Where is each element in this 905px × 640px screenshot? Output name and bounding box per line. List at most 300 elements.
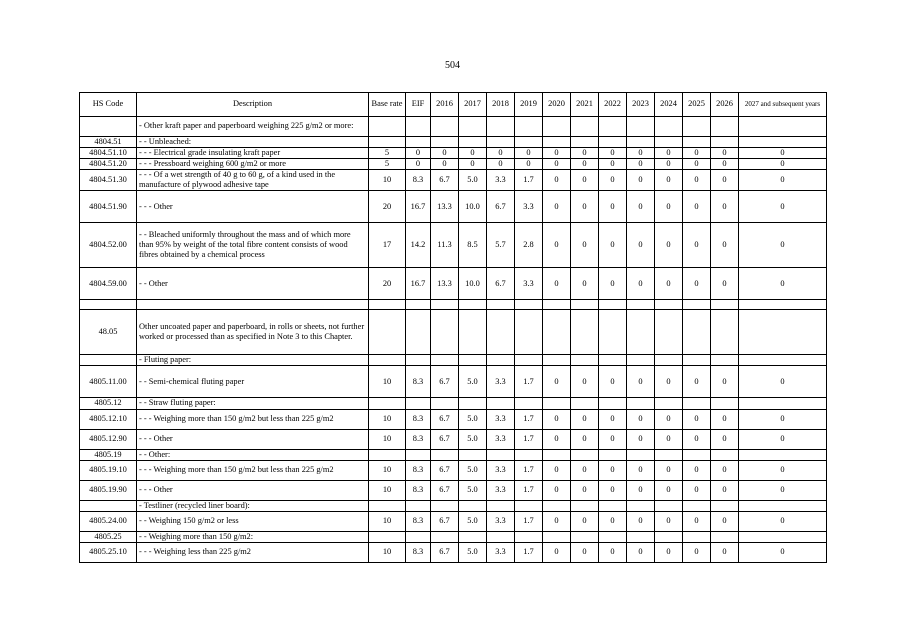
rate-cell: 0 (515, 159, 543, 170)
rate-cell: 0 (627, 148, 655, 159)
rate-cell: 3.3 (515, 268, 543, 300)
rate-cell: 0 (599, 429, 627, 449)
rate-cell: 0 (627, 480, 655, 500)
rate-cell: 8.3 (406, 170, 431, 191)
rate-cell (543, 531, 571, 542)
rate-cell (459, 310, 487, 355)
hs-code-cell: 4804.51.30 (80, 170, 137, 191)
rate-cell (543, 310, 571, 355)
rate-cell: 10.0 (459, 191, 487, 223)
rate-cell (369, 500, 406, 511)
rate-cell (431, 137, 459, 148)
rate-cell (711, 531, 739, 542)
rate-cell: 0 (711, 366, 739, 398)
table-row (80, 542, 827, 562)
rate-cell: 0 (599, 542, 627, 562)
rate-cell: 10 (369, 366, 406, 398)
rate-cell (487, 531, 515, 542)
rate-cell (369, 310, 406, 355)
rate-cell (406, 117, 431, 137)
rate-cell: 0 (599, 148, 627, 159)
rate-cell: 0 (683, 480, 711, 500)
hs-code-cell (80, 355, 137, 366)
hs-code-cell: 4804.59.00 (80, 268, 137, 300)
rate-cell: 0 (627, 409, 655, 429)
description-cell: - - - Other (137, 191, 369, 223)
rate-cell: 10 (369, 429, 406, 449)
rate-cell: 0 (739, 191, 827, 223)
rate-cell: 0 (739, 460, 827, 480)
rate-cell (571, 117, 599, 137)
hs-code-cell: 4805.11.00 (80, 366, 137, 398)
rate-cell (711, 300, 739, 310)
rate-cell: 5.0 (459, 511, 487, 531)
rate-cell: 0 (543, 159, 571, 170)
page-number: 504 (445, 60, 460, 71)
rate-cell (515, 531, 543, 542)
hs-code-cell: 4804.51.90 (80, 191, 137, 223)
rate-cell: 0 (739, 223, 827, 268)
rate-cell: 0 (655, 429, 683, 449)
rate-cell: 0 (571, 148, 599, 159)
rate-cell: 0 (543, 480, 571, 500)
rate-cell: 0 (683, 170, 711, 191)
hs-code-cell: 4804.51.20 (80, 159, 137, 170)
table-row (80, 137, 827, 148)
hs-code-cell: 4805.19.90 (80, 480, 137, 500)
rate-cell: 0 (543, 429, 571, 449)
rate-cell (655, 310, 683, 355)
table-row (80, 300, 827, 310)
rate-cell (543, 449, 571, 460)
rate-cell: 20 (369, 191, 406, 223)
col-header-eif: EIF (406, 93, 431, 117)
rate-cell: 0 (655, 460, 683, 480)
rate-cell (683, 500, 711, 511)
rate-cell (739, 531, 827, 542)
rate-cell: 1.7 (515, 366, 543, 398)
rate-cell (627, 310, 655, 355)
rate-cell: 0 (655, 409, 683, 429)
description-cell: - - - Pressboard weighing 600 g/m2 or more (137, 159, 369, 170)
rate-cell: 0 (655, 268, 683, 300)
col-header-2025: 2025 (683, 93, 711, 117)
rate-cell (571, 398, 599, 409)
rate-cell: 10 (369, 511, 406, 531)
table-row (80, 366, 827, 398)
rate-cell: 16.7 (406, 268, 431, 300)
rate-cell (369, 531, 406, 542)
rate-cell: 3.3 (487, 170, 515, 191)
col-header-2019: 2019 (515, 93, 543, 117)
rate-cell: 3.3 (487, 460, 515, 480)
rate-cell (406, 500, 431, 511)
rate-cell: 0 (655, 170, 683, 191)
hs-code-cell: 4805.25.10 (80, 542, 137, 562)
rate-cell: 6.7 (431, 366, 459, 398)
rate-cell (655, 300, 683, 310)
rate-cell (711, 117, 739, 137)
col-header-2026: 2026 (711, 93, 739, 117)
rate-cell (683, 310, 711, 355)
rate-cell: 0 (599, 170, 627, 191)
rate-cell (543, 500, 571, 511)
col-header-2022: 2022 (599, 93, 627, 117)
rate-cell: 0 (711, 542, 739, 562)
rate-cell: 0 (599, 366, 627, 398)
rate-cell: 0 (543, 366, 571, 398)
rate-cell: 0 (627, 170, 655, 191)
rate-cell: 10 (369, 542, 406, 562)
rate-cell: 1.7 (515, 409, 543, 429)
rate-cell (369, 117, 406, 137)
rate-cell (369, 449, 406, 460)
rate-cell (739, 310, 827, 355)
rate-cell (683, 355, 711, 366)
rate-cell (683, 449, 711, 460)
rate-cell: 0 (571, 511, 599, 531)
rate-cell: 0 (739, 268, 827, 300)
rate-cell (369, 398, 406, 409)
rate-cell: 0 (711, 460, 739, 480)
rate-cell: 0 (655, 148, 683, 159)
description-cell: - - Other (137, 268, 369, 300)
rate-cell: 0 (543, 148, 571, 159)
rate-cell: 17 (369, 223, 406, 268)
rate-cell: 0 (683, 159, 711, 170)
description-cell: - Other kraft paper and paperboard weighing 225 g/m2 or more: (137, 117, 369, 137)
rate-cell (515, 137, 543, 148)
table-row (80, 191, 827, 223)
rate-cell: 0 (711, 170, 739, 191)
rate-cell: 0 (599, 480, 627, 500)
rate-cell (739, 449, 827, 460)
rate-cell: 0 (571, 542, 599, 562)
rate-cell (431, 449, 459, 460)
col-header-description: Description (137, 93, 369, 117)
rate-cell: 0 (627, 429, 655, 449)
rate-cell: 0 (739, 409, 827, 429)
description-cell: - - - Weighing more than 150 g/m2 but less than 225 g/m2 (137, 409, 369, 429)
rate-cell (739, 500, 827, 511)
rate-cell: 0 (683, 148, 711, 159)
rate-cell: 6.7 (431, 542, 459, 562)
rate-cell: 0 (739, 542, 827, 562)
col-header-2023: 2023 (627, 93, 655, 117)
rate-cell (683, 531, 711, 542)
rate-cell (627, 117, 655, 137)
rate-cell (599, 310, 627, 355)
rate-cell (515, 449, 543, 460)
rate-cell (571, 500, 599, 511)
rate-cell: 0 (655, 159, 683, 170)
rate-cell: 8.3 (406, 511, 431, 531)
hs-code-cell: 4805.24.00 (80, 511, 137, 531)
hs-code-cell: 4805.12.90 (80, 429, 137, 449)
rate-cell: 3.3 (515, 191, 543, 223)
rate-cell: 8.3 (406, 409, 431, 429)
rate-cell (627, 500, 655, 511)
rate-cell (655, 137, 683, 148)
rate-cell: 0 (627, 268, 655, 300)
hs-code-cell: 48.05 (80, 310, 137, 355)
rate-cell: 0 (599, 191, 627, 223)
rate-cell: 0 (627, 159, 655, 170)
rate-cell (487, 355, 515, 366)
description-cell: - - - Other (137, 429, 369, 449)
table-row (80, 355, 827, 366)
rate-cell (711, 398, 739, 409)
rate-cell: 20 (369, 268, 406, 300)
rate-cell (711, 310, 739, 355)
table-row (80, 460, 827, 480)
rate-cell: 0 (711, 223, 739, 268)
rate-cell: 5.0 (459, 170, 487, 191)
rate-cell (431, 531, 459, 542)
rate-cell: 0 (487, 148, 515, 159)
rate-cell: 0 (543, 191, 571, 223)
rate-cell: 0 (655, 480, 683, 500)
rate-cell (369, 300, 406, 310)
description-cell: - - - Other (137, 480, 369, 500)
rate-cell (627, 531, 655, 542)
rate-cell (459, 449, 487, 460)
rate-cell: 5.0 (459, 480, 487, 500)
rate-cell (599, 300, 627, 310)
description-cell: - - - Of a wet strength of 40 g to 60 g, of a kind used in the manufacture of plywood adhesive tape (137, 170, 369, 191)
col-header-2018: 2018 (487, 93, 515, 117)
hs-code-cell: 4805.19.10 (80, 460, 137, 480)
table-row (80, 148, 827, 159)
rate-cell: 0 (655, 191, 683, 223)
rate-cell: 0 (431, 159, 459, 170)
rate-cell (683, 117, 711, 137)
col-header-2017: 2017 (459, 93, 487, 117)
col-header-2021: 2021 (571, 93, 599, 117)
rate-cell (515, 355, 543, 366)
table-row (80, 500, 827, 511)
rate-cell: 5 (369, 159, 406, 170)
rate-cell: 0 (406, 148, 431, 159)
rate-cell (515, 310, 543, 355)
rate-cell (515, 117, 543, 137)
rate-cell (431, 355, 459, 366)
rate-cell: 3.3 (487, 480, 515, 500)
rate-cell: 0 (406, 159, 431, 170)
rate-cell (599, 137, 627, 148)
rate-cell (599, 355, 627, 366)
rate-cell: 16.7 (406, 191, 431, 223)
rate-cell: 0 (627, 542, 655, 562)
rate-cell (627, 300, 655, 310)
rate-cell: 0 (543, 170, 571, 191)
rate-cell (431, 117, 459, 137)
rate-cell: 0 (739, 429, 827, 449)
rate-cell (571, 137, 599, 148)
rate-cell (487, 398, 515, 409)
rate-cell (655, 398, 683, 409)
rate-cell (739, 355, 827, 366)
rate-cell (655, 449, 683, 460)
rate-cell: 0 (571, 429, 599, 449)
hs-code-cell: 4804.52.00 (80, 223, 137, 268)
description-cell: - - Bleached uniformly throughout the mass and of which more than 95% by weight of the total fibre content consists of wood fibres obtained by a chemical process (137, 223, 369, 268)
description-cell: - - Unbleached: (137, 137, 369, 148)
rate-cell: 8.3 (406, 542, 431, 562)
description-cell: - - Other: (137, 449, 369, 460)
rate-cell: 0 (459, 148, 487, 159)
rate-cell: 6.7 (487, 268, 515, 300)
rate-cell (543, 398, 571, 409)
rate-cell (406, 398, 431, 409)
rate-cell: 0 (655, 223, 683, 268)
rate-cell (599, 500, 627, 511)
rate-cell: 0 (627, 366, 655, 398)
rate-cell: 0 (543, 460, 571, 480)
col-header-2024: 2024 (655, 93, 683, 117)
rate-cell: 0 (599, 460, 627, 480)
rate-cell: 10 (369, 170, 406, 191)
rate-cell (431, 398, 459, 409)
rate-cell (431, 300, 459, 310)
rate-cell: 0 (711, 480, 739, 500)
rate-cell: 0 (571, 191, 599, 223)
rate-cell (571, 300, 599, 310)
rate-cell: 8.3 (406, 429, 431, 449)
rate-cell: 0 (571, 480, 599, 500)
hs-code-cell: 4804.51 (80, 137, 137, 148)
table-row (80, 531, 827, 542)
rate-cell: 5.0 (459, 409, 487, 429)
rate-cell (543, 117, 571, 137)
rate-cell: 10.0 (459, 268, 487, 300)
rate-cell: 1.7 (515, 480, 543, 500)
rate-cell (627, 355, 655, 366)
rate-cell (739, 137, 827, 148)
rate-cell (711, 500, 739, 511)
rate-cell (431, 500, 459, 511)
description-cell: Other uncoated paper and paperboard, in rolls or sheets, not further worked or processed than as specified in Note 3 to this Chapter. (137, 310, 369, 355)
rate-cell (459, 300, 487, 310)
rate-cell: 0 (543, 268, 571, 300)
rate-cell: 0 (711, 191, 739, 223)
rate-cell: 0 (543, 223, 571, 268)
hs-code-cell: 4805.25 (80, 531, 137, 542)
hs-code-cell: 4804.51.10 (80, 148, 137, 159)
rate-cell: 5.0 (459, 542, 487, 562)
description-cell: - - Straw fluting paper: (137, 398, 369, 409)
rate-cell (683, 300, 711, 310)
rate-cell: 11.3 (431, 223, 459, 268)
description-cell (137, 300, 369, 310)
rate-cell (655, 117, 683, 137)
table-row (80, 480, 827, 500)
rate-cell (487, 117, 515, 137)
rate-cell: 3.3 (487, 366, 515, 398)
hs-code-cell (80, 117, 137, 137)
col-header-hs-code: HS Code (80, 93, 137, 117)
rate-cell: 14.2 (406, 223, 431, 268)
rate-cell: 0 (571, 268, 599, 300)
rate-cell: 0 (543, 409, 571, 429)
rate-cell (599, 117, 627, 137)
rate-cell (571, 355, 599, 366)
rate-cell: 0 (599, 511, 627, 531)
rate-cell (459, 500, 487, 511)
hs-code-cell: 4805.12 (80, 398, 137, 409)
table-row (80, 398, 827, 409)
rate-cell: 0 (627, 191, 655, 223)
table-row (80, 117, 827, 137)
rate-cell: 0 (655, 511, 683, 531)
description-cell: - - - Electrical grade insulating kraft paper (137, 148, 369, 159)
rate-cell (459, 398, 487, 409)
table-body (80, 117, 827, 563)
hs-code-cell (80, 300, 137, 310)
rate-cell (406, 137, 431, 148)
rate-cell: 5.0 (459, 366, 487, 398)
description-cell: - Fluting paper: (137, 355, 369, 366)
hs-code-cell: 4805.19 (80, 449, 137, 460)
table-row (80, 511, 827, 531)
rate-cell: 0 (627, 460, 655, 480)
rate-cell: 0 (571, 366, 599, 398)
rate-cell (369, 137, 406, 148)
rate-cell: 6.7 (487, 191, 515, 223)
rate-cell (655, 531, 683, 542)
rate-cell (406, 310, 431, 355)
col-header-2020: 2020 (543, 93, 571, 117)
rate-cell: 5.7 (487, 223, 515, 268)
rate-cell: 0 (487, 159, 515, 170)
rate-cell: 0 (739, 366, 827, 398)
rate-cell: 0 (431, 148, 459, 159)
rate-cell: 0 (571, 170, 599, 191)
rate-cell: 3.3 (487, 511, 515, 531)
rate-cell (515, 398, 543, 409)
rate-cell: 6.7 (431, 511, 459, 531)
rate-cell (431, 310, 459, 355)
rate-cell: 5.0 (459, 460, 487, 480)
rate-cell (683, 137, 711, 148)
rate-cell: 0 (739, 480, 827, 500)
rate-cell: 6.7 (431, 429, 459, 449)
rate-cell (711, 355, 739, 366)
rate-cell (406, 449, 431, 460)
rate-cell (739, 398, 827, 409)
rate-cell: 0 (711, 148, 739, 159)
rate-cell: 0 (571, 460, 599, 480)
rate-cell (599, 531, 627, 542)
rate-cell: 0 (683, 191, 711, 223)
rate-cell: 10 (369, 409, 406, 429)
rate-cell: 1.7 (515, 511, 543, 531)
rate-cell (543, 137, 571, 148)
tariff-table (79, 92, 827, 563)
description-cell: - - - Weighing less than 225 g/m2 (137, 542, 369, 562)
rate-cell: 2.8 (515, 223, 543, 268)
rate-cell: 3.3 (487, 542, 515, 562)
rate-cell (571, 310, 599, 355)
rate-cell: 0 (739, 170, 827, 191)
rate-cell (515, 500, 543, 511)
rate-cell: 3.3 (487, 409, 515, 429)
rate-cell (487, 137, 515, 148)
rate-cell: 8.5 (459, 223, 487, 268)
description-cell: - - Weighing 150 g/m2 or less (137, 511, 369, 531)
rate-cell: 0 (571, 159, 599, 170)
rate-cell: 8.3 (406, 480, 431, 500)
